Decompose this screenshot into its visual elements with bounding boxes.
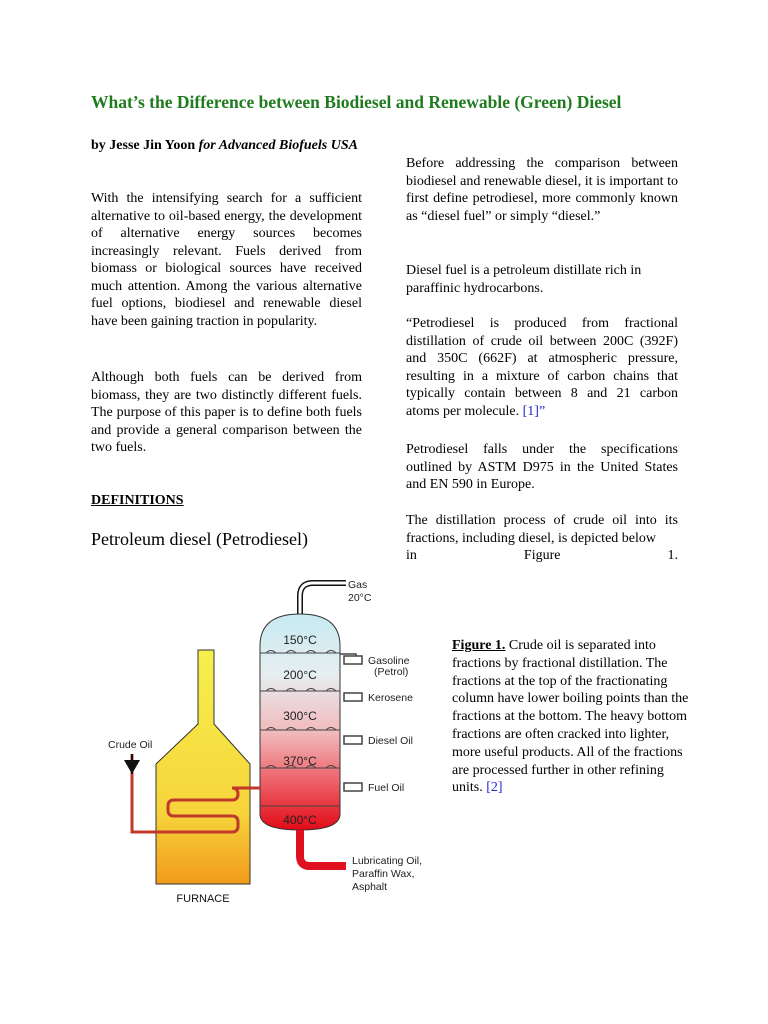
gas-label: Gas — [348, 579, 368, 591]
figure-caption-label: Figure 1. — [452, 638, 506, 653]
distillation-text: The distillation process of crude oil into its fractions, including diesel, is depicted below — [406, 513, 678, 546]
kerosene-label: Kerosene — [368, 692, 413, 704]
paraffin-wax-label: Paraffin Wax, — [352, 868, 415, 880]
definitions-heading: DEFINITIONS — [91, 493, 184, 508]
intro-paragraph — [91, 190, 362, 330]
document-title: What’s the Difference between Biodiesel and Renewable (Green) Diesel — [91, 92, 622, 112]
right-paragraph-5 — [406, 512, 678, 565]
temp-400: 400°C — [283, 813, 317, 827]
right-paragraph-3 — [406, 315, 678, 420]
reference-link-2[interactable]: [2] — [486, 780, 503, 796]
fuel-oil-label: Fuel Oil — [368, 782, 405, 794]
lubricating-oil-label: Lubricating Oil, — [352, 855, 423, 867]
section-subheading: Petroleum diesel (Petrodiesel) — [91, 529, 308, 549]
crude-oil-label: Crude Oil — [108, 739, 153, 751]
purpose-text: Although both fuels can be derived from biomass, they are two distinctly different fuels. The purpose of this paper is to define both fuels and provide a general comparison between the two fuels. — [91, 370, 362, 455]
byline-affiliation: for Advanced Biofuels USA — [198, 138, 358, 153]
purpose-paragraph — [91, 369, 362, 457]
temp-150: 150°C — [283, 633, 317, 647]
petrol-label: (Petrol) — [374, 666, 409, 678]
word-in: in — [406, 548, 417, 563]
furnace — [156, 650, 250, 884]
petrodiesel-definition-text: “Petrodiesel is produced from fractional distillation of crude oil between 200C (392F) and 350C (662F) at atmospheric pressure, resulting in a mixture of carbon chains that typically contain between 8 and 21 carbon atoms per molecule. — [406, 316, 678, 419]
temp-370: 370°C — [283, 754, 317, 768]
temp-300: 300°C — [283, 709, 317, 723]
gas-pipe — [300, 583, 346, 614]
byline — [91, 137, 362, 155]
intro-text: With the intensifying search for a sufficient alternative to oil-based energy, the development of alternative energy sources becomes increasingly relevant. Fuels derived from biomass or biological sources have received much attention. Among the various alternative fuel options, biodiesel and renewable diesel have been gaining traction in popularity. — [91, 191, 362, 329]
quote-close: ” — [538, 403, 546, 419]
temp-200: 200°C — [283, 668, 317, 682]
reference-link-1[interactable]: [1] — [522, 403, 539, 419]
right-paragraph-1 — [406, 155, 678, 225]
petrodiesel-intro-text: Before addressing the comparison between biodiesel and renewable diesel, it is important to first define petrodiesel, more commonly known as “diesel fuel” or simply “diesel.” — [406, 156, 678, 224]
distillation-diagram — [100, 574, 440, 910]
gasoline-label: Gasoline — [368, 655, 410, 667]
byline-author: by Jesse Jin Yoon — [91, 138, 196, 153]
right-paragraph-2 — [406, 262, 678, 297]
specifications-text: Petrodiesel falls under the specifications outlined by ASTM D975 in the United States and EN 590 in Europe. — [406, 442, 678, 492]
distillation-last-line — [406, 547, 678, 565]
figure-caption-text: Crude oil is separated into fractions by fractional distillation. The fractions at the top of the fractionating column have lower boiling points than the fractions at the bottom. The heavy bottom fractions are often cracked into lighter, more useful products. All of the fractions are processed further in other refining units. — [452, 638, 689, 796]
furnace-label: FURNACE — [176, 893, 230, 905]
word-one: 1. — [667, 548, 678, 563]
bottom-outlet-pipe — [300, 830, 346, 866]
diesel-fuel-text: Diesel fuel is a petroleum distillate rich in paraffinic hydrocarbons. — [406, 263, 642, 296]
diesel-label: Diesel Oil — [368, 735, 413, 747]
right-paragraph-4 — [406, 441, 678, 494]
asphalt-label: Asphalt — [352, 881, 388, 893]
word-figure: Figure — [523, 548, 561, 563]
gas-temp-label: 20°C — [348, 592, 372, 604]
figure-caption — [452, 637, 692, 797]
